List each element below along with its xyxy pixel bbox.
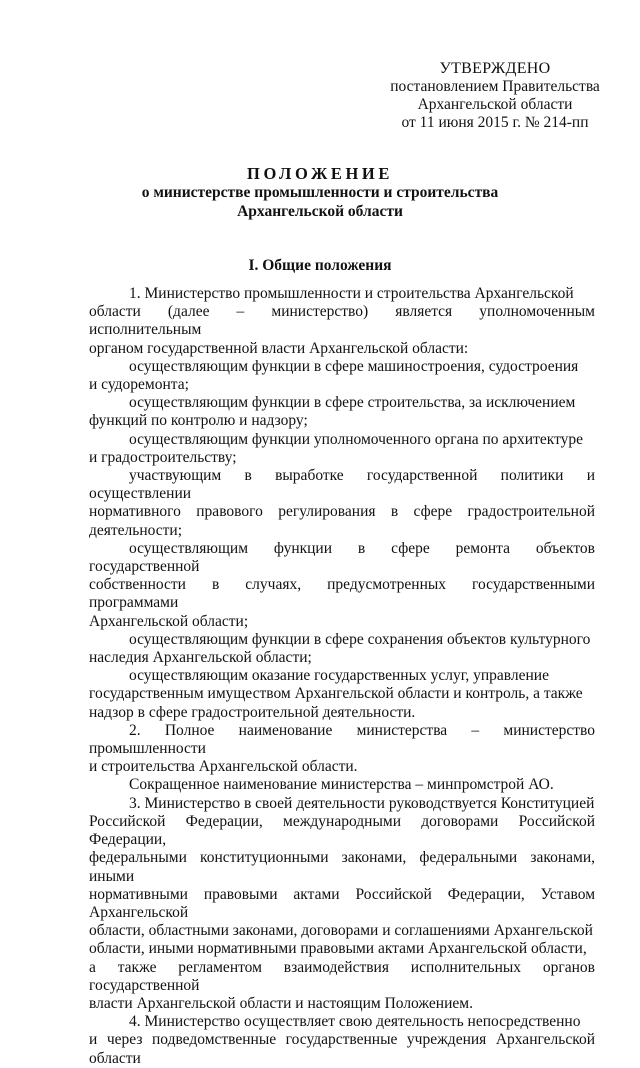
approval-line-1: постановлением Правительства bbox=[390, 78, 600, 95]
paragraph: 2. Полное наименование министерства – министерство промышленности и строительства Архангельской области. bbox=[89, 721, 595, 776]
title-line-1: о министерстве промышленности и строительства bbox=[141, 184, 499, 201]
section-heading: I. Общие положения bbox=[248, 257, 392, 274]
approval-line-3: от 11 июня 2015 г. № 214-пп bbox=[401, 114, 589, 131]
document-type: ПОЛОЖЕНИЕ bbox=[247, 164, 393, 183]
paragraph: осуществляющим функции в сфере машиностроения, судостроения и судоремонта; bbox=[89, 357, 579, 394]
document-body bbox=[89, 285, 595, 1068]
paragraph: 4. Министерство осуществляет свою деятельность непосредственно и через подведомственные государственные учреждения Архангельской области bbox=[89, 1013, 595, 1067]
document-title bbox=[0, 164, 640, 221]
paragraph: осуществляющим функции уполномоченного органа по архитектуре и градостроительству; bbox=[89, 430, 584, 466]
paragraph: осуществляющим оказание государственных услуг, управление государственным имуществом Архангельской области и контроль, а также надзор в сфере градостроительной деятельности. bbox=[89, 667, 583, 721]
title-line-2: Архангельской области bbox=[237, 203, 403, 220]
paragraph: Сокращенное наименование министерства – минпромстрой АО. bbox=[129, 776, 554, 794]
paragraph: осуществляющим функции в сфере ремонта объектов государственной собственности в случаях, предусмотренных государственными программами Архангельской области; bbox=[89, 539, 595, 630]
approval-title: УТВЕРЖДЕНО bbox=[439, 60, 551, 77]
approval-line-2: Архангельской области bbox=[417, 96, 573, 113]
paragraph: участвующим в выработке государственной политики и осуществлении нормативного правового регулирования в сфере градостроительной деятельности; bbox=[89, 467, 595, 539]
paragraph: осуществляющим функции в сфере сохранения объектов культурного наследия Архангельской области; bbox=[89, 630, 591, 667]
paragraph: 3. Министерство в своей деятельности руководствуется Конституцией Российской Федерации, международными договорами Российской Федерации, федеральными конституционными законами, федеральными законами, иными нормативными правовыми актами Российской Федерации, Уставом Архангельской области, областными законами, договорами и соглашениями Архангельской области, иными нормативными правовыми актами Архангельской области, а также регламентом взаимодействия исполнительных органов государственной власти Архангельской области и настоящим Положением. bbox=[89, 794, 595, 1012]
paragraph: 1. Министерство промышленности и строительства Архангельской области (далее – министерство) является уполномоченным исполнительным органом государственной власти Архангельской области: bbox=[89, 285, 595, 357]
paragraph: осуществляющим функции в сфере строительства, за исключением функций по контролю и надзору; bbox=[89, 394, 576, 430]
approval-stamp bbox=[380, 60, 610, 132]
